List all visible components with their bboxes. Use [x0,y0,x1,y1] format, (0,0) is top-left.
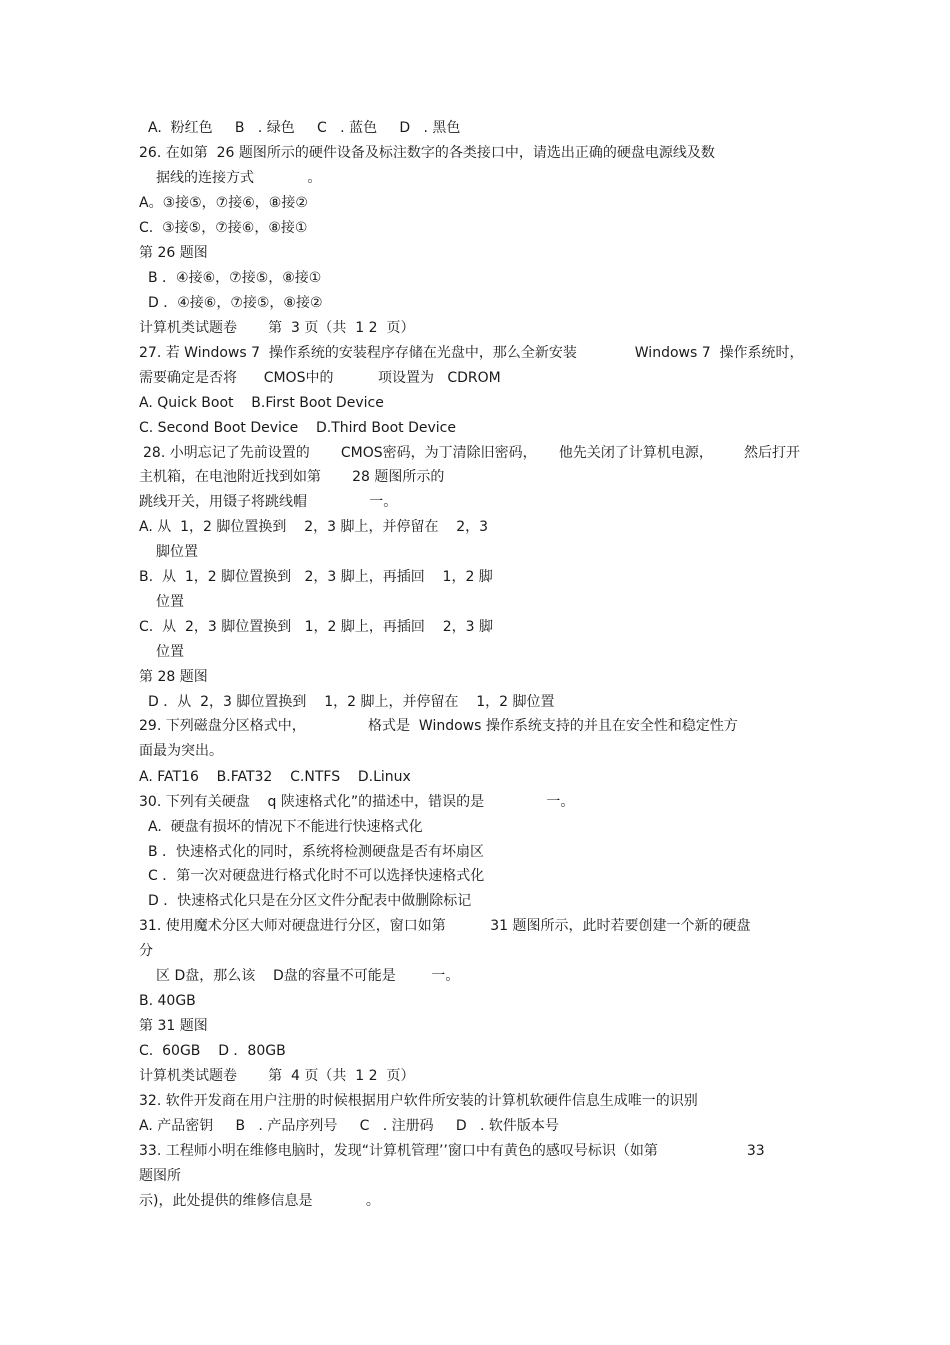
q33-stem: 33. 工程师小明在维修电脑时，发现“计算机管理’’窗口中有黄色的感叹号标识（如第 33 [139,1143,765,1159]
q28-option-b-cont: 位置 [156,594,184,610]
q30-option-a: A. 硬盘有损坏的情况下不能进行快速格式化 [148,819,423,835]
q31-stem: 31. 使用魔术分区大师对硬盘进行分区，窗口如第 31 题图所示，此时若要创建一个新的硬盘 [139,918,751,934]
q31-option-b: B. 40GB [139,993,196,1009]
q31-stem-cont2: 区 D盘，那么该 D盘的容量不可能是 一。 [156,968,460,984]
q31-figure-caption: 第 31 题图 [139,1018,208,1034]
q26-stem-cont: 据线的连接方式 。 [156,170,322,186]
page-footer-3: 计算机类试题卷 第 3 页（共 1 2 页） [139,320,415,336]
q29-stem-cont: 面最为突出。 [139,743,223,759]
q31-options-cd: C. 60GB D ．80GB [139,1043,286,1059]
q29-options: A. FAT16 B.FAT32 C.NTFS D.Linux [139,769,411,785]
q32-stem: 32. 软件开发商在用户注册的时候根据用户软件所安装的计算机软硬件信息生成唯一的识别 [139,1093,698,1109]
q26-option-b: B ．④接⑥，⑦接⑤，⑧接① [148,270,322,286]
q33-stem-cont2: 示)，此处提供的维修信息是 。 [139,1193,380,1209]
q26-figure-caption: 第 26 题图 [139,245,208,261]
q29-stem: 29. 下列磁盘分区格式中， 格式是 Windows 操作系统支持的并且在安全性和稳定性方 [139,718,738,734]
q25-options: A. 粉红色 B . 绿色 C . 蓝色 D . 黑色 [148,120,461,136]
q30-stem: 30. 下列有关硬盘 q 陕速格式化”的描述中，错误的是 一。 [139,794,575,810]
q26-option-a: A。③接⑤，⑦接⑥，⑧接② [139,195,308,211]
q28-stem-cont2: 跳线开关，用镊子将跳线帽 一。 [139,494,398,510]
q28-option-a-cont: 脚位置 [156,544,198,560]
q30-option-b: B ．快速格式化的同时，系统将检测硬盘是否有坏扇区 [148,844,485,860]
q30-option-d: D ．快速格式化只是在分区文件分配表中做删除标记 [148,893,472,909]
q32-options: A. 产品密钥 B . 产品序列号 C . 注册码 D . 软件版本号 [139,1118,559,1134]
q31-stem-cont: 分 [139,943,153,959]
q28-option-a: A. 从 1，2 脚位置换到 2，3 脚上，并停留在 2，3 [139,519,489,535]
q27-options-cd: C. Second Boot Device D.Third Boot Device [139,420,456,436]
page-footer-4: 计算机类试题卷 第 4 页（共 1 2 页） [139,1068,415,1084]
q28-option-c: C. 从 2，3 脚位置换到 1，2 脚上，再插回 2，3 脚 [139,619,493,635]
q28-stem-cont: 主机箱，在电池附近找到如第 28 题图所示的 [139,469,445,485]
q28-figure-caption: 第 28 题图 [139,669,208,685]
q27-stem: 27. 若 Windows 7 操作系统的安装程序存储在光盘中，那么全新安装 Windows 7 操作系统时， [139,345,804,361]
q26-option-c: C. ③接⑤，⑦接⑥，⑧接① [139,220,308,236]
q27-options-ab: A. Quick Boot B.First Boot Device [139,395,384,411]
q28-stem: 28. 小明忘记了先前设置的 CMOS密码，为丁清除旧密码， 他先关闭了计算机电源， 然后打开 [143,445,801,461]
q30-option-c: C ．第一次对硬盘进行格式化时不可以选择快速格式化 [148,868,485,884]
q26-stem: 26. 在如第 26 题图所示的硬件设备及标注数字的各类接口中，请选出正确的硬盘电源线及数 [139,145,715,161]
q27-stem-cont: 需要确定是否将 CMOS中的 项设置为 CDROM [139,370,501,386]
q33-stem-cont: 题图所 [139,1168,181,1184]
q26-option-d: D ．④接⑥，⑦接⑤，⑧接② [148,295,323,311]
q28-option-c-cont: 位置 [156,644,184,660]
q28-option-d: D ．从 2，3 脚位置换到 1，2 脚上，并停留在 1，2 脚位置 [148,694,555,710]
q28-option-b: B. 从 1，2 脚位置换到 2，3 脚上，再插回 1，2 脚 [139,569,493,585]
